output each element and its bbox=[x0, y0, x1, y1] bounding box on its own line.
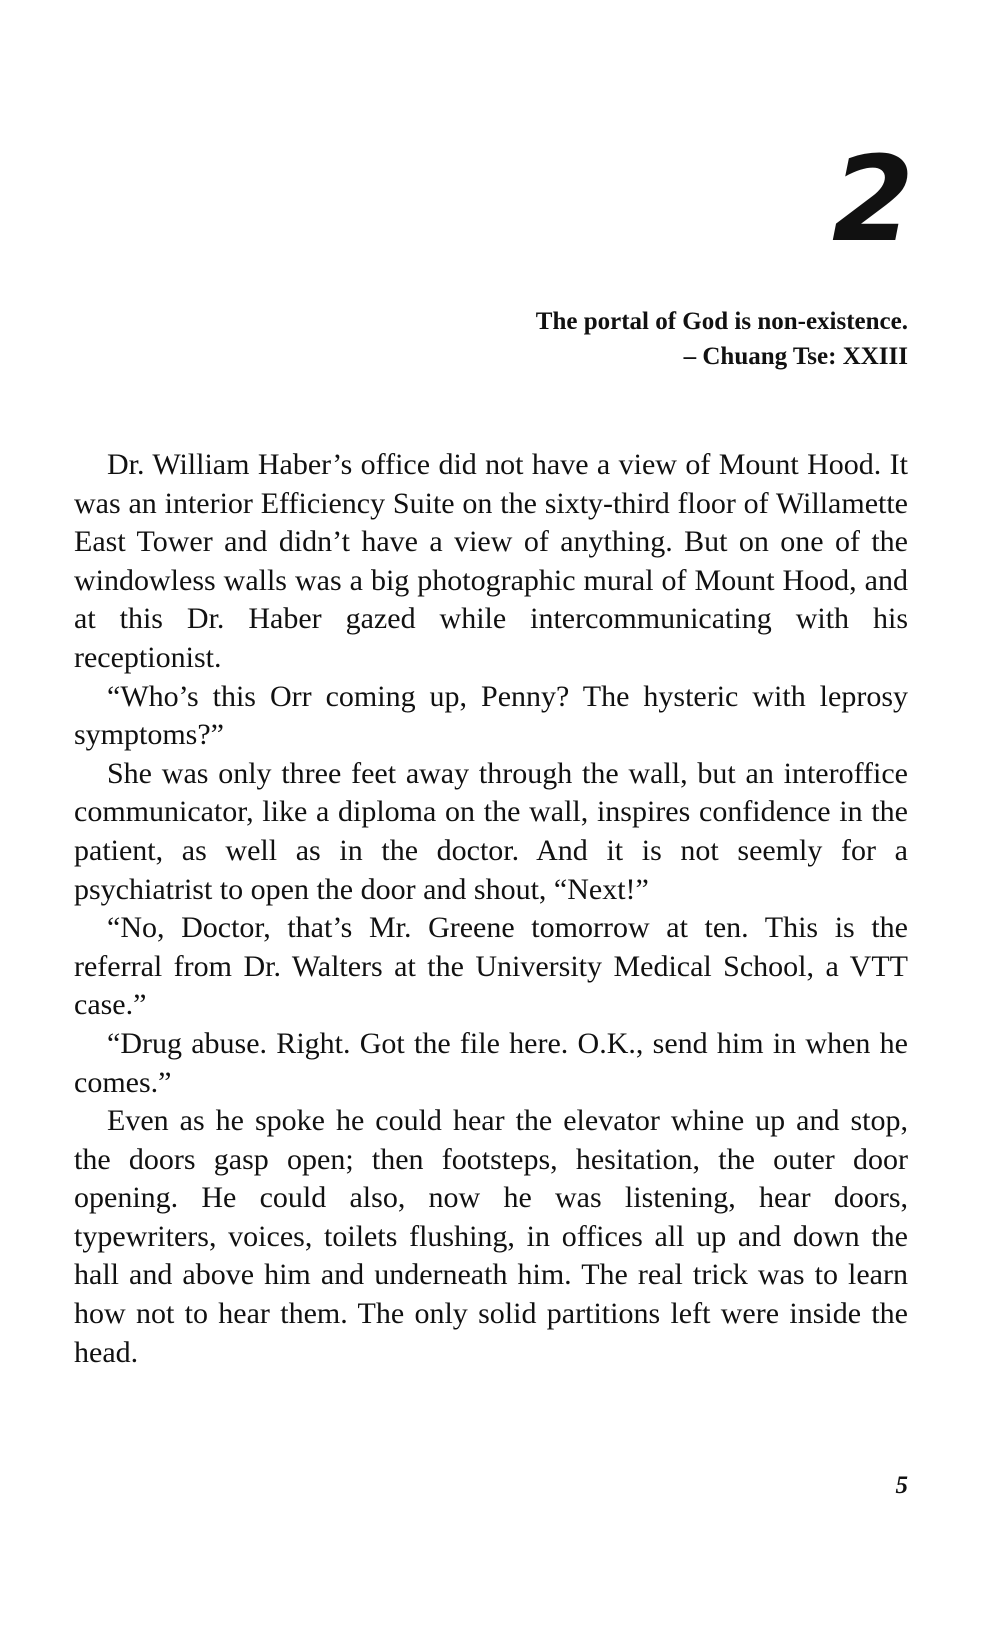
paragraph: “No, Doctor, that’s Mr. Greene tomorrow at ten. This is the referral from Dr. Walters at the University Medical School, a VTT case.” bbox=[74, 911, 908, 1022]
epigraph-attribution: – Chuang Tse: XXIII bbox=[683, 343, 908, 370]
paragraph: Dr. William Haber’s office did not have a view of Mount Hood. It was an interior Efficiency Suite on the sixty-third floor of Willamette East Tower and didn’t have a view of anything. But on one of the windowless walls was a big photographic mural of Mount Hood, and at this Dr. Haber gazed while intercommunicating with his receptionist. bbox=[74, 448, 908, 674]
paragraph: She was only three feet away through the wall, but an interoffice communicator, like a diploma on the wall, inspires confidence in the patient, as well as in the doctor. And it is not seemly for a psychiatrist to open the door and shout, “Next!” bbox=[74, 756, 908, 906]
chapter-number: 2 bbox=[831, 130, 912, 268]
chapter-body bbox=[74, 446, 908, 1372]
epigraph bbox=[208, 304, 908, 374]
paragraph: Even as he spoke he could hear the elevator whine up and stop, the doors gasp open; then footsteps, hesitation, the outer door opening. He could also, now he was listening, hear doors, typewriters, voices, toilets flushing, in offices all up and down the hall and above him and underneath him. The real trick was to learn how not to hear them. The only solid partitions left were inside the head. bbox=[74, 1104, 908, 1369]
epigraph-quote: The portal of God is non-existence. bbox=[535, 308, 908, 335]
paragraph: “Who’s this Orr coming up, Penny? The hysteric with leprosy symptoms?” bbox=[74, 679, 908, 752]
paragraph: “Drug abuse. Right. Got the file here. O.K., send him in when he comes.” bbox=[74, 1026, 908, 1099]
page-number: 5 bbox=[895, 1472, 908, 1499]
